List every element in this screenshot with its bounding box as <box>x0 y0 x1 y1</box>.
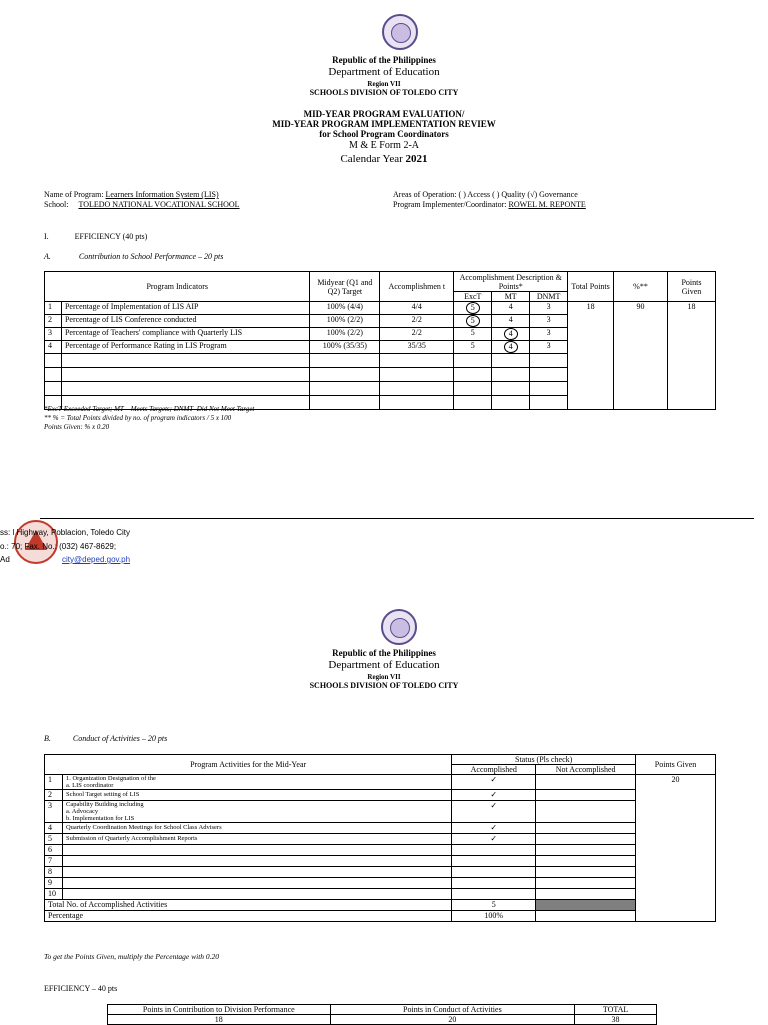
points-given-header: Points Given <box>636 755 716 775</box>
mt-cell: 4 <box>492 302 530 315</box>
efficiency-summary-table <box>107 1004 657 1025</box>
not-accomplished-cell <box>536 823 636 834</box>
republic-label: Republic of the Philippines <box>332 648 436 658</box>
row-num: 4 <box>45 341 62 354</box>
accomplished-header: Accomplished <box>452 765 536 775</box>
row-num: 1 <box>45 302 62 315</box>
activities-points-header: Points in Conduct of Activities <box>330 1005 575 1015</box>
department-label: Department of Education <box>328 659 440 671</box>
table-row <box>45 878 716 889</box>
total-value: 38 <box>575 1015 657 1025</box>
empty-cell <box>536 911 636 922</box>
accomplishment-cell: 35/35 <box>380 341 454 354</box>
dnmt-cell: 3 <box>530 302 568 315</box>
exct-cell: 5 <box>454 328 492 341</box>
target-cell: 100% (4/4) <box>310 302 380 315</box>
percent-value: 90 <box>614 302 668 410</box>
mt-circled-value: 4 <box>504 328 518 340</box>
division-label: SCHOOLS DIVISION OF TOLEDO CITY <box>309 681 459 690</box>
accomplished-check-cell: ✓ <box>452 790 536 801</box>
areas-label: Areas of Operation: <box>393 190 457 199</box>
activity-line: a. Advocacy <box>65 808 99 815</box>
row-num: 6 <box>45 845 63 856</box>
section-i-title: EFFICIENCY (40 pts) <box>74 232 148 241</box>
deped-seal-icon <box>382 14 418 50</box>
total-accomplished-value: 5 <box>452 900 536 911</box>
form-title-line1: MID-YEAR PROGRAM EVALUATION/ <box>303 109 465 119</box>
school-value: TOLEDO NATIONAL VOCATIONAL SCHOOL <box>78 200 240 209</box>
contribution-points-header: Points in Contribution to Division Performance <box>108 1005 331 1015</box>
description-header: Accomplishment Description & Points* <box>454 272 568 292</box>
accomplished-check-cell: ✓ <box>452 775 536 790</box>
efficiency-summary-label: EFFICIENCY – 40 pts <box>44 984 118 993</box>
accomplished-check-cell: ✓ <box>452 801 536 823</box>
accomplishment-header: Accomplishmen t <box>380 272 454 302</box>
row-num: 9 <box>45 878 63 889</box>
not-accomplished-cell <box>536 775 636 790</box>
table-row <box>45 834 716 845</box>
table-row <box>45 845 716 856</box>
table-row <box>45 889 716 900</box>
activity-line: School Target setting of LIS <box>65 791 140 798</box>
section-i-heading <box>44 232 147 241</box>
table-row <box>45 823 716 834</box>
activity-cell <box>62 834 451 845</box>
mt-cell <box>492 328 530 341</box>
footer-divider <box>40 518 754 519</box>
exct-header: ExcT <box>454 292 492 302</box>
midyear-header: Midyear (Q1 and Q2) Target <box>310 272 380 302</box>
form-title-line2: MID-YEAR PROGRAM IMPLEMENTATION REVIEW <box>272 119 496 129</box>
row-num: 8 <box>45 867 63 878</box>
implementer-value: ROWEL M. REPONTE <box>508 200 586 209</box>
percent-note: ** % = Total Points divided by no. of program indicators / 5 x 100 <box>44 414 232 422</box>
activity-line: Submission of Quarterly Accomplishment Reports <box>65 835 198 842</box>
total-points-header: Total Points <box>568 272 614 302</box>
exct-circled-value: 5 <box>466 315 480 327</box>
accomplished-check-cell: ✓ <box>452 823 536 834</box>
implementer-row <box>393 200 586 209</box>
accomplishment-cell: 2/2 <box>380 328 454 341</box>
exct-circled-value: 5 <box>466 302 480 314</box>
table-row <box>45 801 716 823</box>
mt-cell: 4 <box>492 315 530 328</box>
activity-line: b. Implementation for LIS <box>65 815 135 822</box>
activities-header: Program Activities for the Mid-Year <box>45 755 452 775</box>
not-accomplished-cell <box>536 801 636 823</box>
row-num: 5 <box>45 834 63 845</box>
percentage-label: Percentage <box>45 911 452 922</box>
exct-cell: 5 <box>454 341 492 354</box>
points-given-header: Points Given <box>667 272 715 302</box>
indicator-cell: Percentage of Teachers' compliance with Quarterly LIS <box>61 328 309 341</box>
areas-value: ( ) Access ( ) Quality (√) Governance <box>458 190 578 199</box>
calendar-year-value: 2021 <box>405 153 428 165</box>
activity-line: 1. Organization Designation of the <box>65 775 156 782</box>
section-b-title: Conduct of Activities – 20 pts <box>72 734 168 743</box>
section-a-num: A. <box>44 252 51 261</box>
activity-line: a. LIS coordinator <box>65 782 114 789</box>
row-num: 2 <box>45 790 63 801</box>
not-accomplished-cell <box>536 790 636 801</box>
school-row <box>44 200 240 209</box>
footer-email-row <box>0 555 130 564</box>
total-accomplished-label: Total No. of Accomplished Activities <box>45 900 452 911</box>
department-label: Department of Education <box>328 66 440 78</box>
program-name-row <box>44 190 219 199</box>
row-num: 3 <box>45 801 63 823</box>
row-num: 3 <box>45 328 62 341</box>
calendar-year-label: Calendar Year <box>340 153 403 165</box>
dnmt-header: DNMT <box>530 292 568 302</box>
exct-cell <box>454 302 492 315</box>
mt-circled-value: 4 <box>504 341 518 353</box>
target-cell: 100% (2/2) <box>310 328 380 341</box>
percentage-row <box>45 911 716 922</box>
target-cell: 100% (35/35) <box>310 341 380 354</box>
table-row <box>45 856 716 867</box>
row-num: 1 <box>45 775 63 790</box>
row-num: 2 <box>45 315 62 328</box>
program-name-label: Name of Program: <box>44 190 104 199</box>
table-row <box>45 775 716 790</box>
contribution-table <box>44 271 716 410</box>
activities-points-value: 20 <box>330 1015 575 1025</box>
table-row <box>45 790 716 801</box>
form-title-line4: M & E Form 2-A <box>349 140 419 151</box>
total-header: TOTAL <box>575 1005 657 1015</box>
indicator-cell: Percentage of Implementation of LIS AIP <box>61 302 309 315</box>
activity-cell <box>62 775 451 790</box>
row-num: 10 <box>45 889 63 900</box>
activity-cell <box>62 801 451 823</box>
activity-line: Quarterly Coordination Meetings for School Class Advisers <box>65 824 222 831</box>
activity-line: Capability Building including <box>65 801 144 808</box>
activity-cell <box>62 823 451 834</box>
table-row <box>45 302 716 315</box>
program-name-value: Learners Information System (LIS) <box>105 190 219 199</box>
points-given-value: 18 <box>667 302 715 410</box>
accomplishment-cell: 4/4 <box>380 302 454 315</box>
total-points-value: 18 <box>568 302 614 410</box>
region-label: Region VII <box>367 80 401 88</box>
activity-cell <box>62 790 451 801</box>
legend-note: *ExcT-Exceeded Target; MT – Meets Targets; DNMT- Did Not Meet Target <box>44 405 255 413</box>
not-accomplished-header: Not Accomplished <box>536 765 636 775</box>
form-title-line3: for School Program Coordinators <box>319 129 449 139</box>
indicators-header: Program Indicators <box>45 272 310 302</box>
row-num: 7 <box>45 856 63 867</box>
section-i-num: I. <box>44 232 49 241</box>
not-accomplished-cell <box>536 834 636 845</box>
percent-header: %** <box>614 272 668 302</box>
footer-phone: o.: 70; Fax. No.: (032) 467-8629; <box>0 542 117 551</box>
dnmt-cell: 3 <box>530 328 568 341</box>
row-num: 4 <box>45 823 63 834</box>
mt-cell <box>492 341 530 354</box>
activities-table <box>44 754 716 922</box>
indicator-cell: Percentage of LIS Conference conducted <box>61 315 309 328</box>
section-a-title: Contribution to School Performance – 20 pts <box>78 252 224 261</box>
exct-cell <box>454 315 492 328</box>
dnmt-cell: 3 <box>530 315 568 328</box>
accomplishment-cell: 2/2 <box>380 315 454 328</box>
dnmt-cell: 3 <box>530 341 568 354</box>
footer-address: ss: l Highway, Poblacion, Toledo City <box>0 528 130 537</box>
target-cell: 100% (2/2) <box>310 315 380 328</box>
points-given-instruction: To get the Points Given, multiply the Percentage with 0.20 <box>44 952 220 961</box>
total-row <box>45 900 716 911</box>
accomplished-check-cell: ✓ <box>452 834 536 845</box>
section-b-num: B. <box>44 734 51 743</box>
mt-header: MT <box>492 292 530 302</box>
footer-email-prefix: Ad <box>0 555 10 564</box>
shaded-cell <box>536 900 636 911</box>
section-b-heading <box>44 734 167 743</box>
points-given-note: Points Given: % x 0.20 <box>44 423 110 431</box>
points-given-value: 20 <box>636 775 716 922</box>
areas-row <box>393 190 578 199</box>
implementer-label: Program Implementer/Coordinator: <box>393 200 507 209</box>
contribution-points-value: 18 <box>108 1015 331 1025</box>
footer-email-link[interactable]: city@deped.gov.ph <box>62 555 131 564</box>
indicator-cell: Percentage of Performance Rating in LIS Program <box>61 341 309 354</box>
percentage-value: 100% <box>452 911 536 922</box>
table-row <box>45 867 716 878</box>
division-label: SCHOOLS DIVISION OF TOLEDO CITY <box>309 88 459 97</box>
status-header: Status (Pls check) <box>452 755 636 765</box>
calendar-year <box>0 153 768 165</box>
republic-label: Republic of the Philippines <box>332 55 436 65</box>
region-label: Region VII <box>367 673 401 681</box>
deped-seal-icon <box>381 609 417 645</box>
section-a-heading <box>44 252 223 261</box>
school-label: School: <box>44 200 69 209</box>
